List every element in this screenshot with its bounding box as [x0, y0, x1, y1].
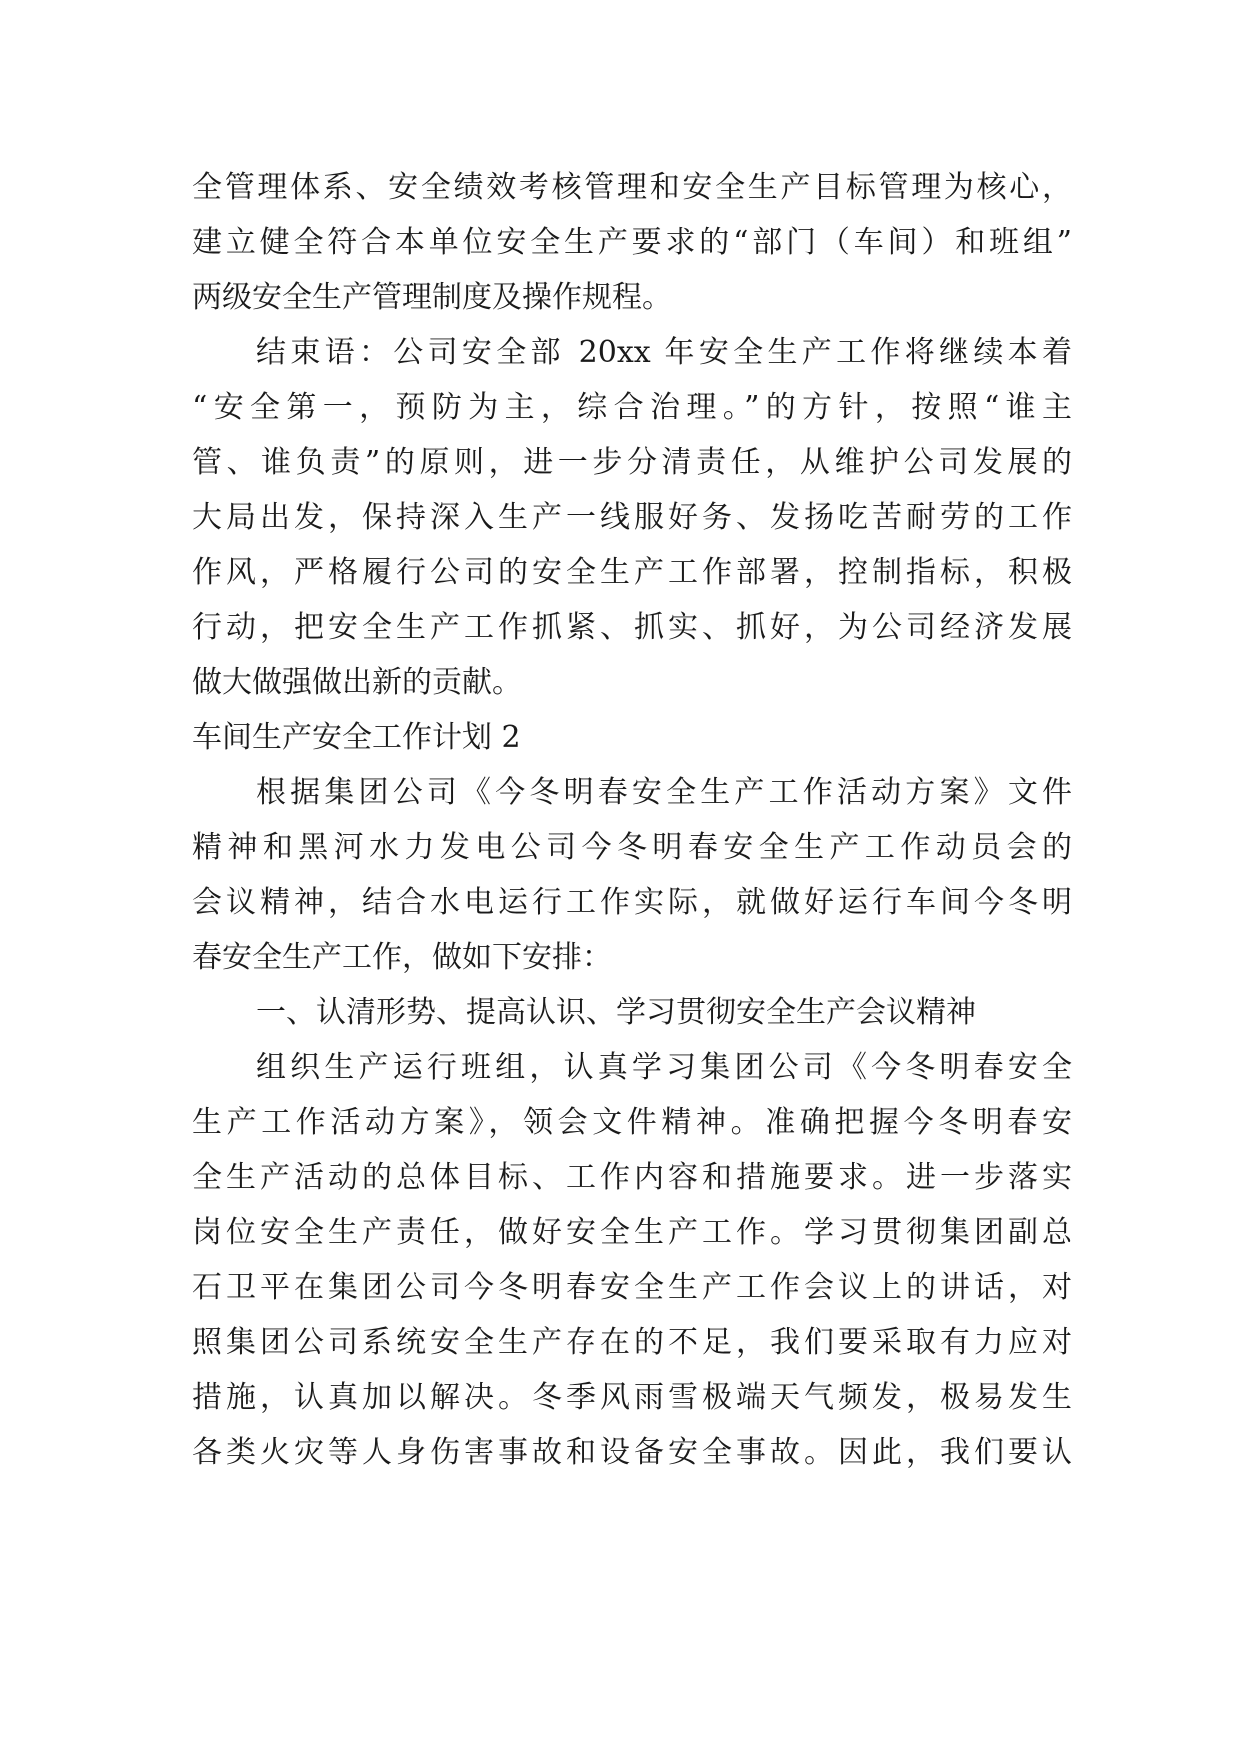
text-line: 车间生产安全工作计划 2 — [192, 720, 521, 755]
text-line: 一、认清形势、提高认识、学习贯彻安全生产会议精神 — [256, 995, 976, 1030]
text-line: 做大做强做出新的贡献。 — [192, 665, 522, 700]
document-body — [192, 160, 1072, 1480]
text-line: 结束语：公司安全部 20xx 年安全生产工作将继续本着 — [256, 335, 1072, 370]
text-line: 石卫平在集团公司今冬明春安全生产工作会议上的讲话，对 — [192, 1270, 1072, 1305]
text-line: 照集团公司系统安全生产存在的不足，我们要采取有力应对 — [192, 1325, 1072, 1360]
text-line: “安全第一，预防为主，综合治理。”的方针，按照“谁主 — [192, 390, 1072, 425]
text-line: 各类火灾等人身伤害事故和设备安全事故。因此，我们要认 — [192, 1435, 1072, 1470]
text-line: 岗位安全生产责任，做好安全生产工作。学习贯彻集团副总 — [192, 1215, 1072, 1250]
text-line: 会议精神，结合水电运行工作实际，就做好运行车间今冬明 — [192, 885, 1072, 920]
text-line: 组织生产运行班组，认真学习集团公司《今冬明春安全 — [256, 1050, 1072, 1085]
text-line: 行动，把安全生产工作抓紧、抓实、抓好，为公司经济发展 — [192, 610, 1072, 645]
text-line: 大局出发，保持深入生产一线服好务、发扬吃苦耐劳的工作 — [192, 500, 1072, 535]
text-line: 作风，严格履行公司的安全生产工作部署，控制指标，积极 — [192, 555, 1072, 590]
text-line: 春安全生产工作，做如下安排： — [192, 940, 612, 975]
text-line: 精神和黑河水力发电公司今冬明春安全生产工作动员会的 — [192, 830, 1072, 865]
text-line: 根据集团公司《今冬明春安全生产工作活动方案》文件 — [256, 775, 1072, 810]
text-line: 两级安全生产管理制度及操作规程。 — [192, 280, 672, 315]
text-line: 措施，认真加以解决。冬季风雨雪极端天气频发，极易发生 — [192, 1380, 1072, 1415]
text-line: 管、谁负责”的原则，进一步分清责任，从维护公司发展的 — [192, 445, 1072, 480]
text-line: 建立健全符合本单位安全生产要求的“部门（车间）和班组” — [192, 225, 1072, 260]
text-line: 全生产活动的总体目标、工作内容和措施要求。进一步落实 — [192, 1160, 1072, 1195]
text-line: 全管理体系、安全绩效考核管理和安全生产目标管理为核心， — [192, 170, 1072, 205]
text-line: 生产工作活动方案》，领会文件精神。准确把握今冬明春安 — [192, 1105, 1072, 1140]
